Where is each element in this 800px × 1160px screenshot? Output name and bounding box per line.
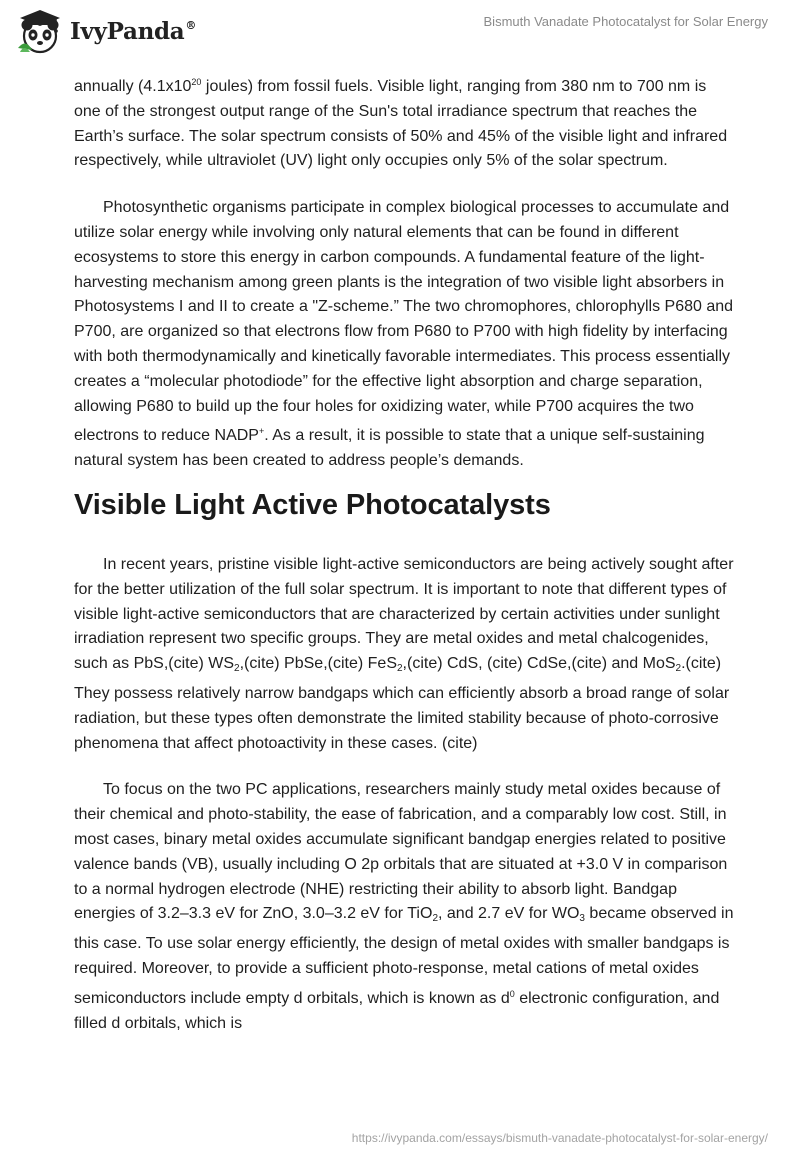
page-header: [0, 0, 800, 64]
document-title: Bismuth Vanadate Photocatalyst for Solar Energy: [483, 14, 768, 29]
ivypanda-logo[interactable]: [16, 8, 196, 54]
paragraph-fossil-fuels: annually ($4.1x10^{20}$ joules) from fossil fuels. Visible light, ranging from 380 nm to 700 nm is one of the strongest output range of the Sun's total irradiance spectrum that reaches the Earth’s surface. The solar spectrum consists of 50% and 45% of the visible light and infrared respectively, while ultraviolet (UV) light only occupies only 5% of the solar spectrum.: [74, 77, 728, 170]
paragraph-metal-oxides: To focus on the two PC applications, researchers mainly study metal oxides because of their chemical and photo-stability, the ease of fabrication, and a comparably low cost. Still, in most cases, binary metal oxides accumulate significant bandgap energies related to positive valence bands (VB), usually including O 2p orbitals that are situated at +3.0 V in comparison to a normal hydrogen electrode (NHE) restricting their ability to absorb light. Bandgap energies of 3.2–3.3 eV for ZnO, 3.0–3.2 eV for TiO$_2$, and 2.7 eV for $WO_3$ became observed in this case. To use solar energy efficiently, the design of metal oxides with smaller bandgaps is required. Moreover, to provide a sufficient photo-response, metal cations of metal oxides semiconductors include empty d orbitals, which is known as $d^0$ electronic configuration, and filled d orbitals, which is: [74, 781, 734, 1032]
brand-name: IvyPanda®: [70, 17, 197, 45]
section-heading: Visible Light Active Photocatalysts: [74, 488, 551, 521]
paragraph-semiconductors: In recent years, pristine visible light-active semiconductors are being actively sought after for the better utilization of the full solar spectrum. It is important to note that different types of visible light-active semiconductors that are characterized by certain activities under sunlight irradiation represent two specific groups. They are metal oxides and metal chalcogenides, such as PbS,(cite) $WS_2,(cite)$ PbSe,(cite) FeS$_2$,(cite) CdS, (cite) CdSe,(cite) and MoS$_2$.(cite) They possess relatively narrow bandgaps which can efficiently absorb a broad range of solar radiation, but these types often demonstrate the limited stability because of photo-corrosive phenomena that affect photoactivity in these cases. (cite): [74, 555, 734, 752]
panda-graduate-icon: [16, 8, 64, 54]
paragraph-photosynthesis: Photosynthetic organisms participate in complex biological processes to accumulate and utilize solar energy while involving only natural elements that can be found in different ecosystems to store this energy in carbon compounds. A fundamental feature of the light-harvesting mechanism among green plants is the integration of two visible light absorbers in Photosystems I and II to create a "Z-scheme.” The two chromophores, chlorophylls P680 and P700, are organized so that electrons flow from P680 to P700 with high fidelity by interfacing with both thermodynamically and kinetically favorable intermediates. This process essentially creates a “molecular photodiode” for the effective light absorption and charge separation, allowing P680 to build up the four holes for oxidizing water, while P700 acquires the two electrons to reduce NADP+. As a result, it is possible to state that a unique self-sustaining natural system has been created to address people’s demands.: [74, 199, 734, 470]
source-url-link[interactable]: https://ivypanda.com/essays/bismuth-vanadate-photocatalyst-for-solar-energy/: [351, 1131, 768, 1145]
article-body: [74, 70, 734, 1058]
